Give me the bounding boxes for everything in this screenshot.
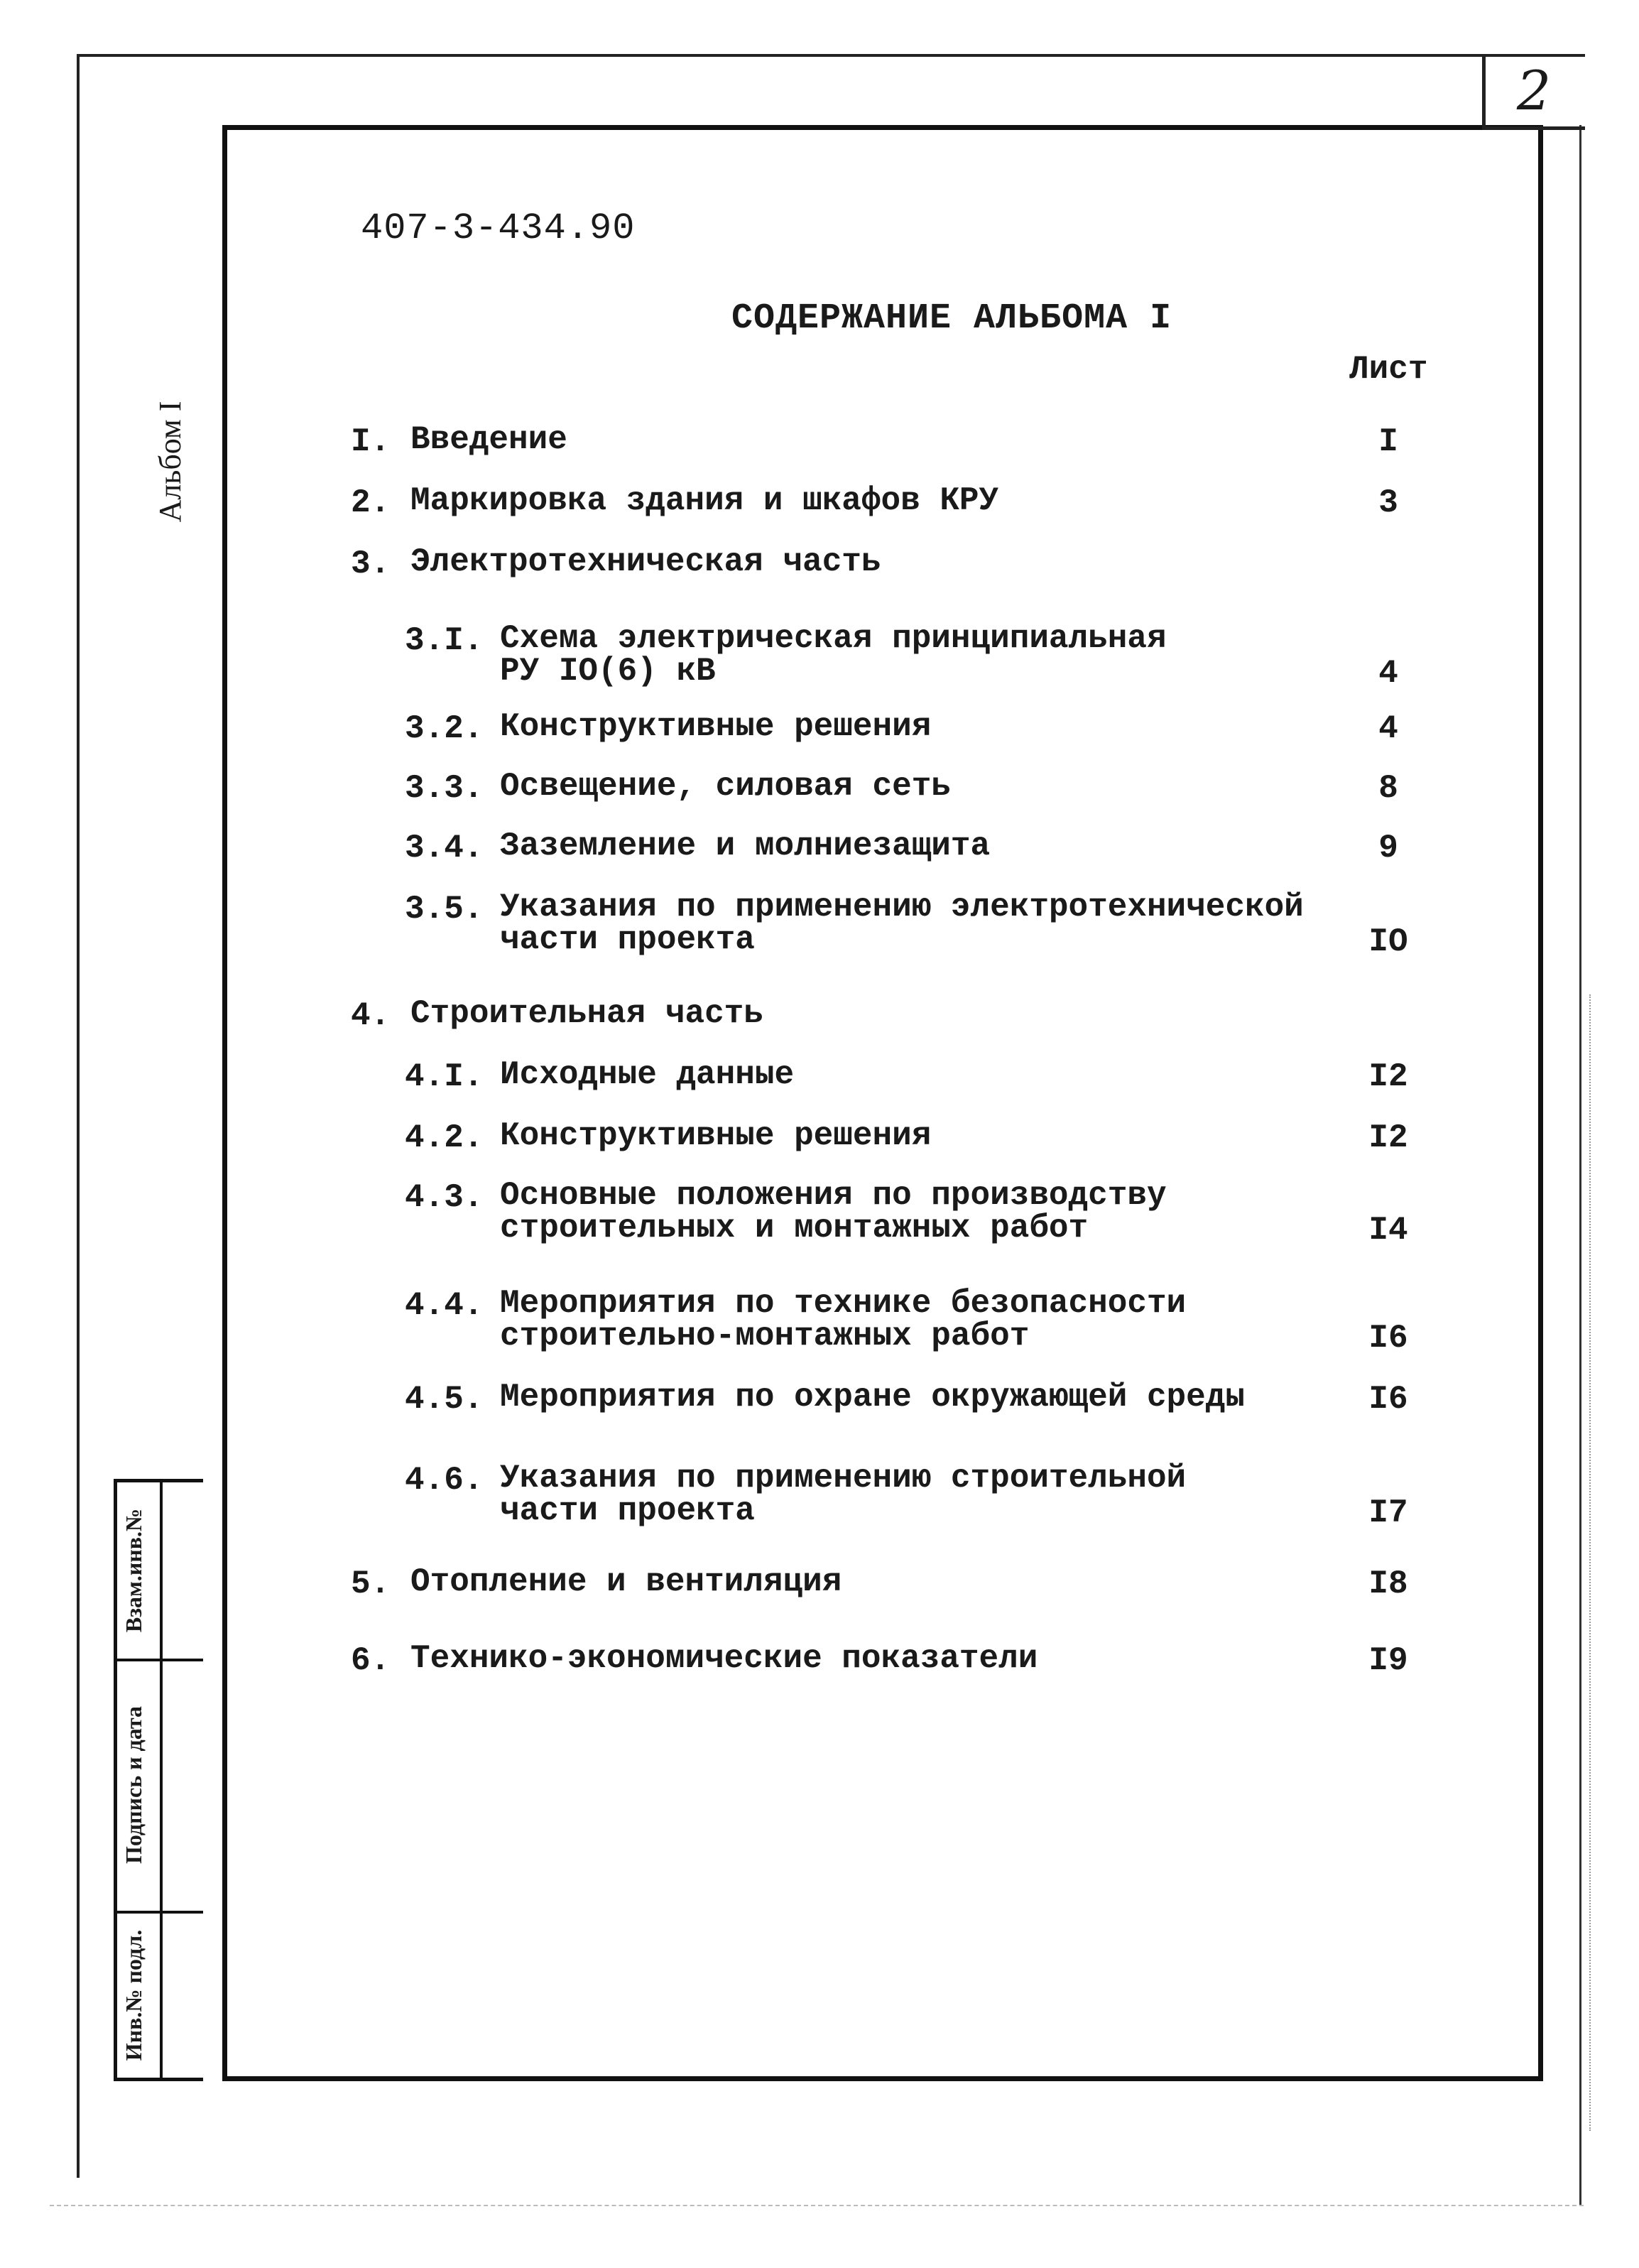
toc-page: IO	[1368, 923, 1408, 960]
toc-title: Мероприятия по технике безопасности строительно-монтажных работ	[500, 1285, 1187, 1355]
toc-title: Маркировка здания и шкафов КРУ	[410, 482, 999, 519]
toc-page: I6	[1368, 1381, 1408, 1418]
toc-title: Указания по применению электротехнической части проекта	[500, 889, 1304, 958]
toc-number: 3.2.	[405, 710, 484, 747]
scan-edge-line	[50, 2205, 1584, 2206]
toc-title: Строительная часть	[410, 995, 763, 1032]
toc-page: 9	[1378, 830, 1398, 867]
toc-title: Введение	[410, 421, 567, 458]
page-title: СОДЕРЖАНИЕ АЛЬБОМА I	[731, 298, 1172, 339]
toc-number: 3.4.	[405, 830, 484, 867]
toc-number: 4.4.	[405, 1287, 484, 1324]
toc-title: Схема электрическая принципиальная РУ IO(6) кВ	[500, 620, 1167, 690]
toc-page: I7	[1368, 1494, 1408, 1531]
toc-number: 3.3.	[405, 770, 484, 807]
toc-page: 4	[1378, 710, 1398, 747]
toc-page: I4	[1368, 1212, 1408, 1249]
toc-title: Конструктивные решения	[500, 1117, 932, 1154]
inner-frame	[222, 125, 1543, 2081]
toc-page: I8	[1368, 1566, 1408, 1602]
toc-number: 4.	[351, 997, 391, 1034]
outer-frame-right	[1579, 125, 1581, 2206]
toc-title: Электротехническая часть	[410, 543, 881, 580]
toc-title: Указания по применению строительной части проекта	[500, 1460, 1187, 1529]
stamp-rule	[114, 1659, 203, 1661]
stamp-label-signature: Подпись и дата	[121, 1705, 146, 1865]
album-side-label: Альбом I	[153, 401, 187, 523]
toc-number: 4.6.	[405, 1462, 484, 1499]
toc-page: 4	[1378, 655, 1398, 692]
stamp-label-replacement: Взам.инв.№	[121, 1508, 146, 1633]
toc-number: 3.5.	[405, 891, 484, 928]
toc-number: 4.2.	[405, 1119, 484, 1156]
document-code: 407-3-434.90	[361, 207, 636, 249]
toc-title: Мероприятия по охране окружающей среды	[500, 1379, 1245, 1416]
toc-number: 2.	[351, 484, 391, 521]
toc-number: 4.5.	[405, 1381, 484, 1418]
toc-number: 3.	[351, 546, 391, 582]
toc-title: Отопление и вентиляция	[410, 1563, 842, 1600]
toc-page: I9	[1368, 1642, 1408, 1679]
toc-number: 3.I.	[405, 622, 484, 659]
toc-page: I2	[1368, 1058, 1408, 1095]
toc-number: 4.I.	[405, 1058, 484, 1095]
stamp-label-inventory: Инв.№ подл.	[121, 1929, 146, 2061]
toc-number: 6.	[351, 1642, 391, 1679]
toc-title: Основные положения по производству строительных и монтажных работ	[500, 1177, 1167, 1247]
toc-page: 3	[1378, 484, 1398, 521]
toc-page: I	[1378, 423, 1398, 460]
toc-title: Заземление и молниезащита	[500, 828, 991, 864]
toc-number: 5.	[351, 1566, 391, 1602]
toc-page: I6	[1368, 1320, 1408, 1357]
toc-number: I.	[351, 423, 391, 460]
toc-page: I2	[1368, 1119, 1408, 1156]
toc-page: 8	[1378, 770, 1398, 807]
toc-title: Освещение, силовая сеть	[500, 768, 951, 805]
sheet-number: 2	[1516, 59, 1552, 122]
toc-title: Конструктивные решения	[500, 708, 932, 745]
sheet-column-header: Лист	[1349, 351, 1428, 388]
stamp-divider	[160, 1479, 163, 2081]
stamp-rule	[114, 1911, 203, 1914]
toc-title: Технико-экономические показатели	[410, 1640, 1038, 1677]
toc-title: Исходные данные	[500, 1056, 795, 1093]
toc-number: 4.3.	[405, 1179, 484, 1216]
scan-specks	[1589, 994, 1594, 2131]
